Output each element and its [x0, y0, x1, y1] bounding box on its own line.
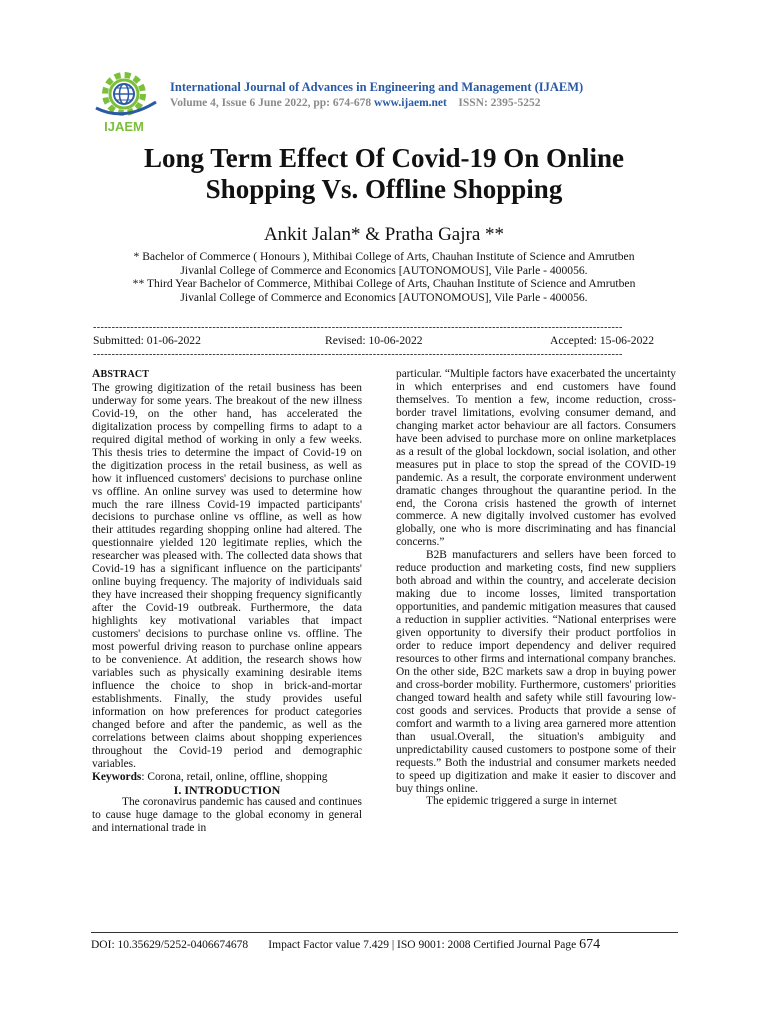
- title-line-1: Long Term Effect Of Covid-19 On Online: [143, 143, 624, 173]
- divider-top: ----------------------------------------------------------------------------------------------------------------------------------------------: [93, 323, 623, 333]
- affiliation-1-line-1: * Bachelor of Commerce ( Honours ), Mithibai College of Arts, Chauhan Institute of Science and Amrutben: [133, 250, 635, 263]
- impact-factor: Impact Factor value 7.429 | ISO 9001: 2008 Certified Journal Page: [268, 939, 577, 951]
- keywords-text: : Corona, retail, online, offline, shopping: [141, 770, 328, 783]
- footer-divider: [91, 932, 678, 933]
- journal-name: International Journal of Advances in Engineering and Management (IJAEM): [170, 80, 584, 94]
- affiliation-2-line-2: Jivanlal College of Commerce and Economics [AUTONOMOUS], Vile Parle - 400056.: [180, 290, 588, 304]
- page-footer: [91, 937, 681, 953]
- page-number: 674: [579, 937, 601, 952]
- authors: Ankit Jalan* & Pratha Gajra **: [263, 224, 505, 245]
- abstract-body: The growing digitization of the retail business has been underway for some years. The breakout of the new illness Covid-19, on the other hand, has accelerated the digitalization process by compelling firms to adapt to a required digital method of working in only a few weeks. This thesis tries to determine the impact of Covid-19 on the digitization process in the retail business, as well as how it influenced customers' decisions to purchase online vs offline. An online survey was used to determine how much the rare illness Covid-19 impacted participants' decisions to purchase online vs offline, as well as how their attitudes regarding shopping online had altered. The questionnaire yielded 120 legitimate replies, which the researcher was pleased with. The collected data shows that Covid-19 has a significant influence on the participants' online buying frequency. The majority of individuals said they have increased their shopping frequency significantly after the Covid-19 outbreak. Furthermore, the data highlights key motivational variables that impact customers' decisions to purchase online vs. offline. The most powerful driving reason to purchase online appears to be convenience. At addition, the research shows how variables such as physically examining desirable items influence the choice to shop in brick-and-mortar establishments. Finally, the study provides useful information on how preferences for product categories changed before and after the pandemic, as well as the correlations between claims about shopping experiences throughout the Covid-19 period and demographic variables.: [92, 381, 362, 770]
- affiliation-1-line-2: Jivanlal College of Commerce and Economics [AUTONOMOUS], Vile Parle - 400056.: [180, 263, 588, 277]
- revised-date: Revised: 10-06-2022: [325, 334, 423, 347]
- doi[interactable]: DOI: 10.35629/5252-0406674678: [91, 939, 249, 951]
- keywords: [92, 771, 362, 784]
- journal-meta: [170, 97, 540, 109]
- paragraph-3: The epidemic triggered a surge in internet: [426, 795, 617, 808]
- dates-row: [93, 334, 667, 350]
- affiliations: [80, 250, 688, 304]
- logo-text: IJAEM: [104, 119, 144, 134]
- right-column: [396, 368, 676, 808]
- paragraph-2: B2B manufacturers and sellers have been forced to reduce production and marketing costs, find new suppliers both abroad and within the country, and accelerate decision making due to income losses, limited transportation opportunities, and pandemic mitigation measures that caused a reduction in supplier activities. “National enterprises were given opportunity to diversify their product portfolios in order to reduce import dependency and deliver required resources to other firms and international company branches. On the other side, B2C markets saw a drop in buying power and cross-border mobility. Furthermore, customers' priorities changed toward health and safety while still favouring low-cost goods and services. Products that provide a sense of comfort and warmth to a living area garnered more attention than usual.Overall, the situation's ambiguity and unpredictability caused customers to postpone some of their requests.” Both the industrial and consumer markets needed to speed up digitization and make it easier to discover and buy things online.: [396, 549, 676, 795]
- paper-title: [60, 143, 708, 205]
- introduction-paragraph: The coronavirus pandemic has caused and continues to cause huge damage to the global economy in general and international trade in: [92, 796, 362, 835]
- left-column: [92, 368, 362, 835]
- issn: ISSN: 2395-5252: [458, 97, 541, 109]
- keywords-label: Keywords: [92, 770, 142, 783]
- journal-header: [90, 68, 710, 138]
- title-line-2: Shopping Vs. Offline Shopping: [205, 174, 563, 204]
- paragraph-1: particular. “Multiple factors have exacerbated the uncertainty in which enterprises and end customers have found themselves. To mention a few, income reduction, cross-border travel limitations, evolving consumer demand, and changing market actor behaviour are all factors. Consumers have been advised to purchase more on online marketplaces as a result of the global lockdown, social isolation, and other measures put in place to stop the spread of the COVID-19 pandemic. As a result, the corporate environment underwent dramatic changes throughout the quarantine period. In the end, the Corona crisis hastened the growth of internet commerce. A new digitally involved customer has evolved globally, one who is more discriminating and has financial concerns.”: [396, 368, 676, 549]
- submitted-date: Submitted: 01-06-2022: [93, 334, 201, 347]
- volume-info: Volume 4, Issue 6 June 2022, pp: 674-678: [170, 97, 372, 109]
- globe-icon: [114, 84, 134, 104]
- ijaem-logo: [90, 68, 162, 134]
- affiliation-2-line-1: ** Third Year Bachelor of Commerce, Mithibai College of Arts, Chauhan Institute of Science and Amrutben: [132, 277, 636, 290]
- introduction-heading: I. INTRODUCTION: [173, 782, 281, 797]
- accepted-date: Accepted: 15-06-2022: [550, 334, 654, 347]
- journal-website-link[interactable]: www.ijaem.net: [374, 97, 447, 109]
- abstract-heading: ABSTRACT: [92, 368, 150, 380]
- divider-bottom: ----------------------------------------------------------------------------------------------------------------------------------------------: [93, 350, 623, 360]
